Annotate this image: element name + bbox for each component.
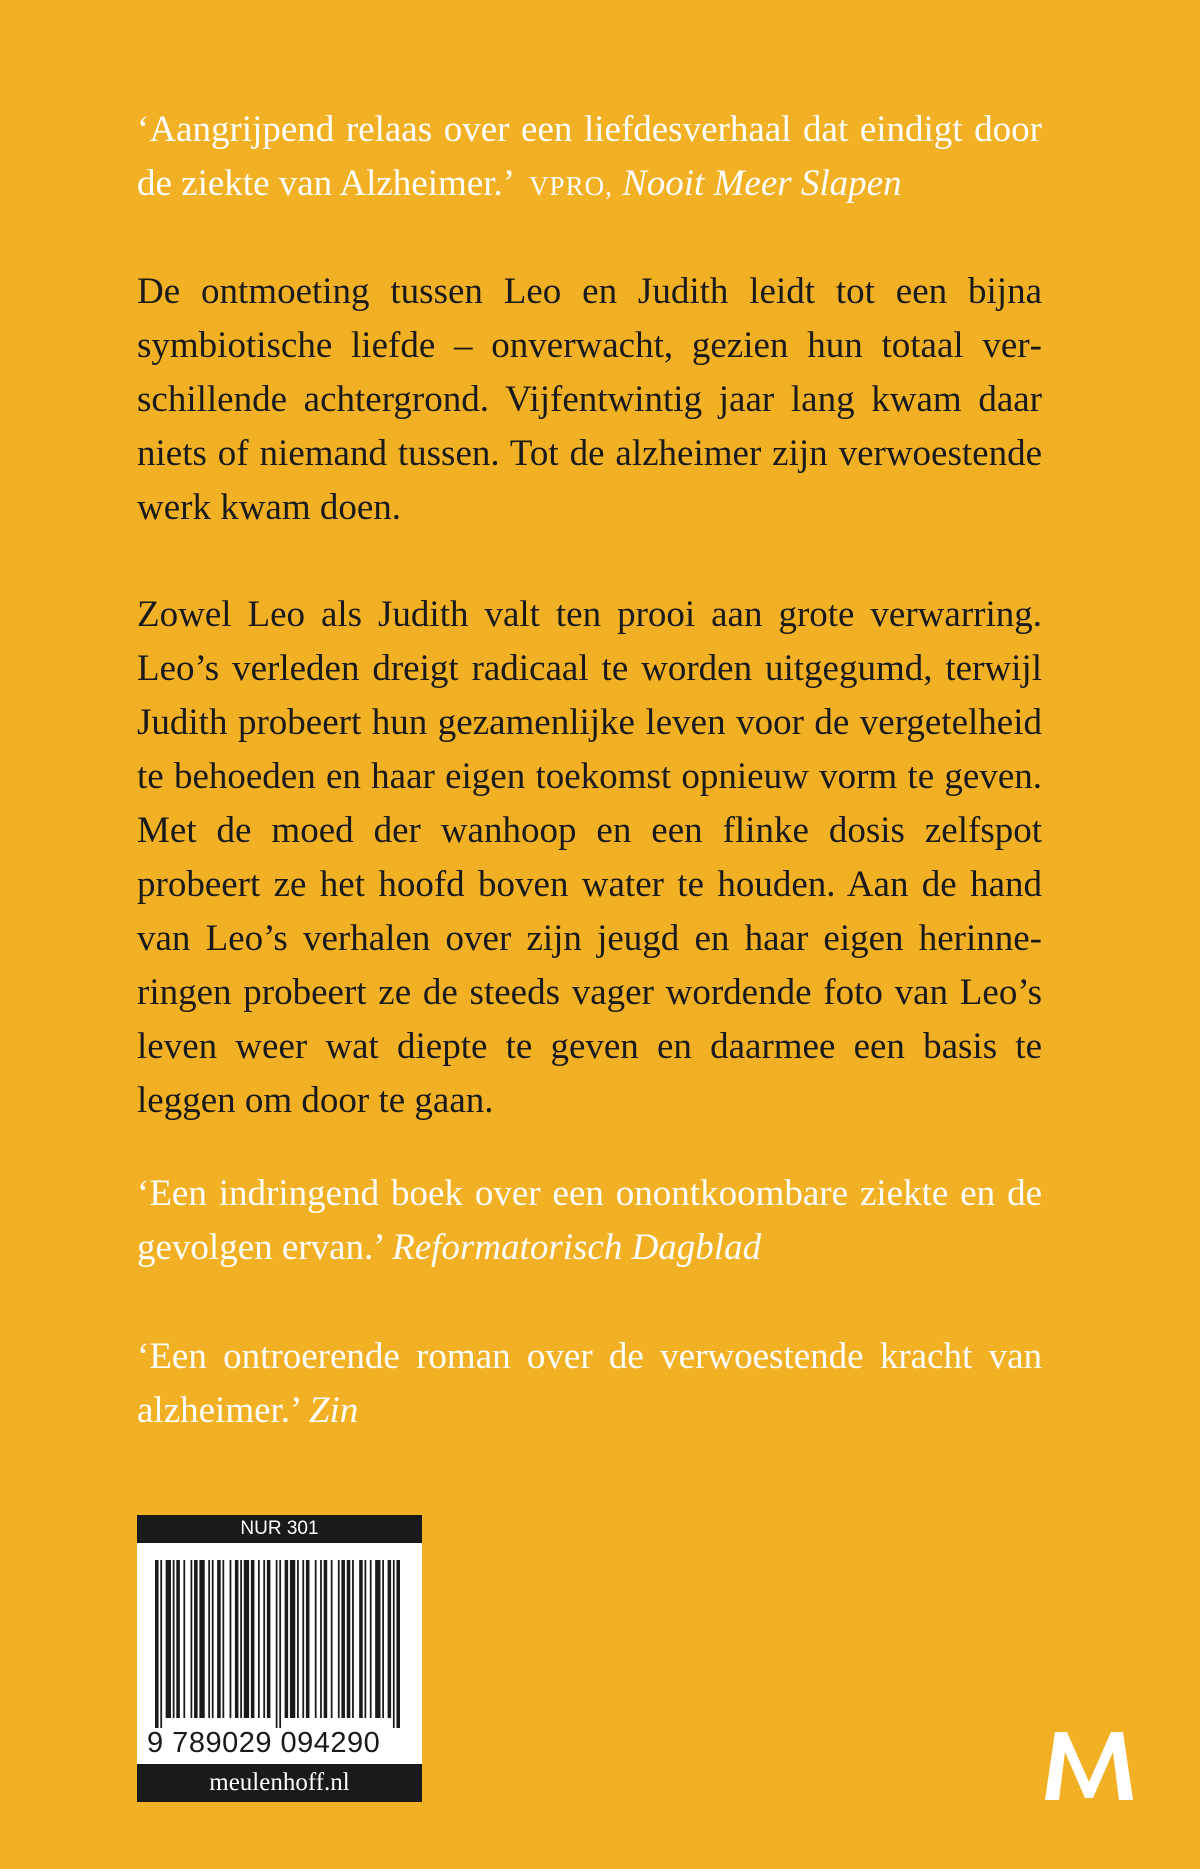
barcode-bar — [396, 1560, 400, 1728]
barcode-bar — [324, 1560, 328, 1718]
barcode-bar — [320, 1560, 322, 1718]
barcode-bar — [338, 1560, 340, 1718]
barcode-bar — [393, 1560, 395, 1728]
quote-source: Zin — [308, 1390, 359, 1431]
quote-source: Reformatorisch Dagblad — [392, 1227, 762, 1268]
isbn-digits: 9 789029 094290 — [147, 1727, 381, 1759]
barcode-bar — [160, 1560, 162, 1728]
barcode-bar — [222, 1560, 224, 1718]
quote-source: Nooit Meer Slapen — [622, 163, 902, 204]
barcode-bar — [183, 1560, 185, 1718]
nur-code: NUR 301 — [137, 1515, 422, 1543]
barcode-bar — [212, 1560, 214, 1718]
barcode-bar — [347, 1560, 351, 1718]
quote-text: ‘Een indringend boek over een onontkoombare ziekte en de gevolgen ervan.’ — [137, 1173, 1042, 1268]
barcode-bar — [382, 1560, 384, 1718]
barcode-bar — [166, 1560, 171, 1718]
quote-text: ‘Een ontroerende roman over de verwoestende kracht van alzheimer.’ — [137, 1336, 1042, 1431]
barcode-bar — [244, 1560, 249, 1718]
blurb-paragraph-2: Zowel Leo als Judith valt ten prooi aan grote verwarring. Leo’s verleden dreigt radicaal te worden uitgegumd, terwijl Judith probeert hun gezamenlijke leven voor de vergetelheid te behoeden en haar eigen toekomst opnieuw vorm te geven. Met de moed der wanhoop en een flinke dosis zelfspot probeert ze het hoofd boven water te houden. Aan de hand van Leo’s verhalen over zijn jeugd en haar eigen herinneringen probeert ze de steeds vager wordende foto van Leo’s leven weer wat diepte te geven en daarmee een basis te leggen om door te gaan. — [137, 594, 1042, 1121]
barcode-bar — [364, 1560, 366, 1718]
barcode-bar — [235, 1560, 239, 1718]
review-quote-reformatorisch-dagblad — [137, 1167, 1042, 1275]
quote-text: ‘Aangrijpend relaas over een liefdesverhaal dat eindigt door de ziekte van Alzheimer.’ — [137, 109, 1042, 204]
isbn-barcode-label — [137, 1515, 422, 1802]
blurb-paragraph-1: De ontmoeting tussen Leo en Judith leidt tot een bijna symbiotische liefde – onverwacht, gezien hun totaal verschillende achtergrond. Vijfentwintig jaar lang kwam daar niets of niemand tussen. Tot de alzheimer zijn verwoestende werk kwam doen. — [137, 271, 1042, 528]
barcode-bar — [290, 1560, 295, 1718]
review-quote-zin — [137, 1330, 1042, 1438]
barcode-bar — [267, 1560, 271, 1718]
barcode-bar — [155, 1560, 159, 1728]
barcode-bar — [359, 1560, 363, 1718]
barcode-bar — [315, 1560, 317, 1718]
review-quote-vpro — [137, 103, 1042, 213]
barcode-bar — [388, 1560, 392, 1718]
barcode-bar — [230, 1560, 232, 1718]
barcode-bar — [191, 1560, 193, 1718]
barcode-bar — [194, 1560, 198, 1718]
barcode-bar — [263, 1560, 265, 1718]
barcode-bar — [370, 1560, 372, 1718]
barcode-bar — [240, 1560, 242, 1718]
barcode-bar — [285, 1560, 289, 1718]
barcode-bar — [302, 1560, 304, 1718]
barcode-bar — [217, 1560, 221, 1718]
barcode-bar — [173, 1560, 175, 1718]
barcode-bar — [279, 1560, 281, 1728]
barcode-bar — [199, 1560, 204, 1718]
barcode-bar — [251, 1560, 255, 1718]
publisher-website: meulenhoff.nl — [137, 1764, 422, 1802]
barcode-icon — [155, 1560, 400, 1728]
barcode-bar — [375, 1560, 380, 1718]
barcode-bar — [306, 1560, 310, 1718]
barcode-bar — [258, 1560, 260, 1718]
barcode-bar — [276, 1560, 278, 1728]
barcode-bar — [352, 1560, 354, 1718]
barcode-bar — [208, 1560, 210, 1718]
barcode-bar — [331, 1560, 333, 1718]
barcode-bar — [176, 1560, 180, 1718]
barcode-bar — [341, 1560, 345, 1718]
meulenhoff-m-logo-icon — [1043, 1730, 1135, 1802]
barcode-bar — [297, 1560, 299, 1718]
quote-source-prefix: VPRO, — [529, 171, 613, 201]
